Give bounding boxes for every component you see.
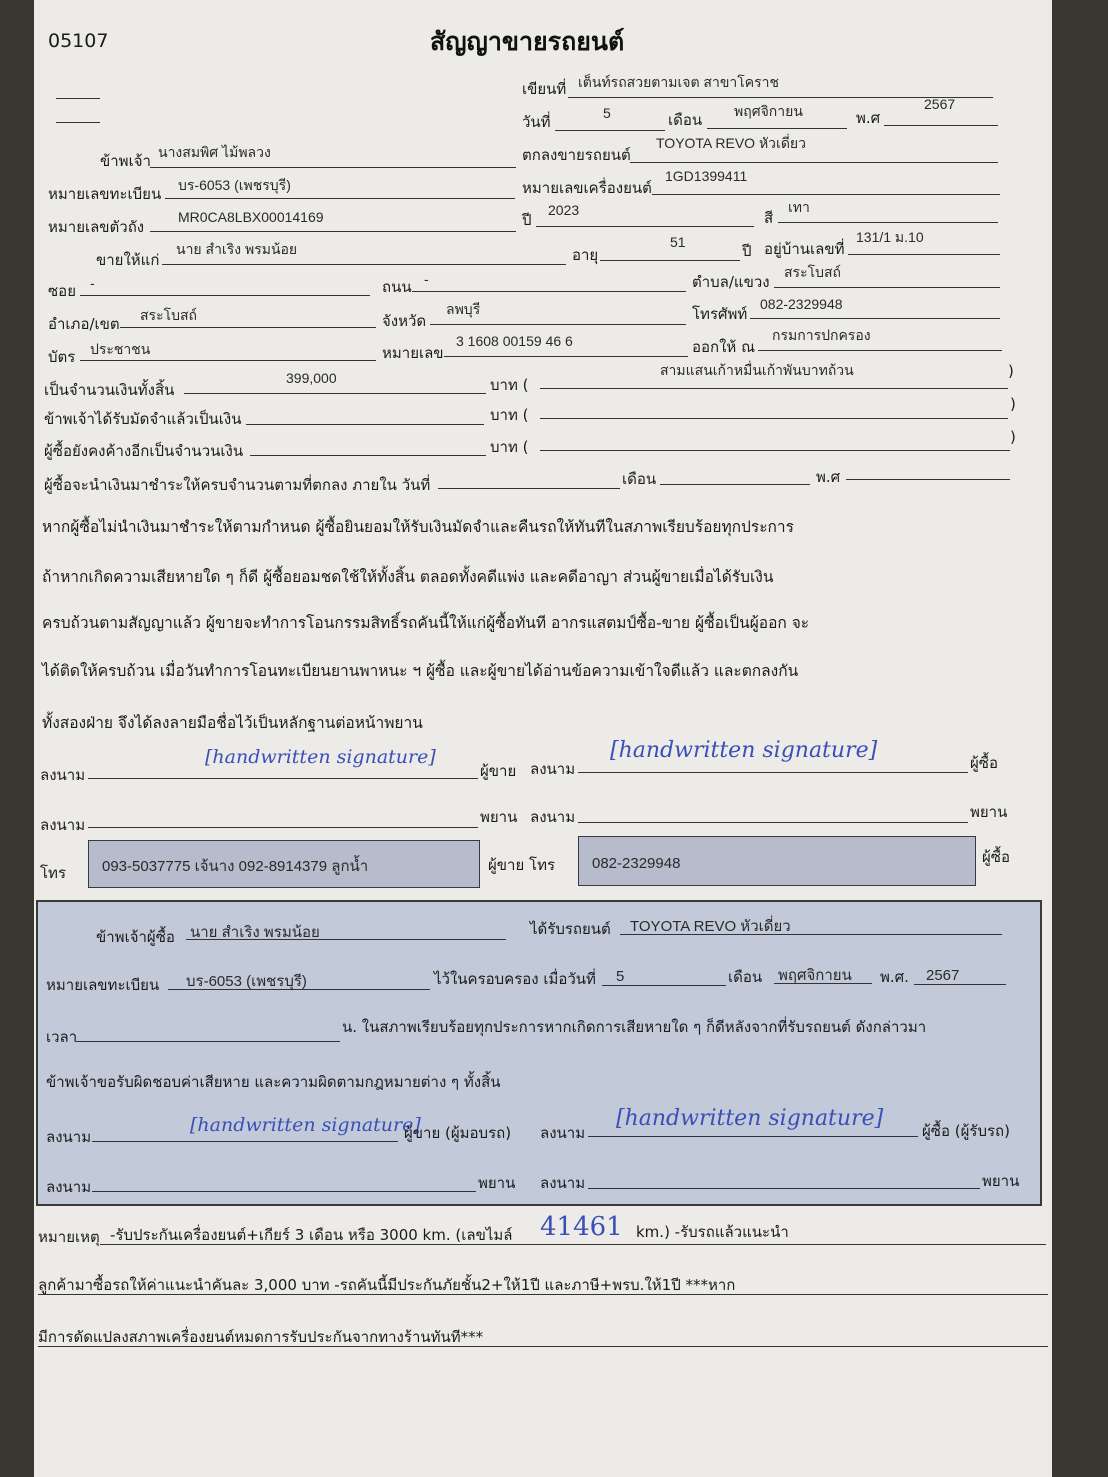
line xyxy=(660,484,810,485)
receipt-seller-role: ผู้ขาย (ผู้มอบรถ) xyxy=(404,1124,512,1142)
witness-role: พยาน xyxy=(480,808,518,826)
receipt-day: 5 xyxy=(616,968,625,985)
line xyxy=(652,194,1000,195)
terms-line: ได้ติดให้ครบถ้วน เมื่อวันทำการโอนทะเบียนยานพาหนะ ฯ ผู้ซื้อ และผู้ขายได้อ่านข้อความเข้าใจดีแล้ว และตกลงกัน xyxy=(42,662,799,680)
issued-value: กรมการปกครอง xyxy=(772,327,871,343)
line xyxy=(444,356,688,357)
baht-label: บาท ( xyxy=(490,376,529,394)
line xyxy=(412,291,686,292)
total-label: เป็นจำนวนเงินทั้งสิ้น xyxy=(44,381,175,399)
sign-label: ลงนาม xyxy=(46,1128,92,1146)
issued-label: ออกให้ ณ xyxy=(692,338,755,356)
due-year-label: พ.ศ xyxy=(816,468,841,486)
phone-label: โทรศัพท์ xyxy=(692,305,748,323)
witness-role: พยาน xyxy=(970,803,1008,821)
witness-role: พยาน xyxy=(478,1174,516,1192)
engine-value: 1GD1399411 xyxy=(665,168,748,184)
receipt-buyer-role: ผู้ซื้อ (ผู้รับรถ) xyxy=(922,1122,1010,1140)
line xyxy=(88,778,478,779)
corner-line xyxy=(56,122,100,123)
line xyxy=(774,287,1000,288)
soi-label: ซอย xyxy=(48,282,76,300)
terms-line: ทั้งสองฝ่าย จึงได้ลงลายมือชื่อไว้เป็นหลักฐานต่อหน้าพยาน xyxy=(42,714,423,732)
paren-close: ) xyxy=(1008,362,1014,380)
seller-phones: 093-5037775 เจ้นาง 092-8914379 ลูกน้ำ xyxy=(102,858,369,875)
age-value: 51 xyxy=(670,234,686,250)
receipt-buyer-name: นาย สำเริง พรมน้อย xyxy=(190,924,320,941)
paren-close: ) xyxy=(1010,395,1016,413)
line xyxy=(80,360,376,361)
line xyxy=(246,424,484,425)
line xyxy=(80,295,370,296)
buyer-label: ขายให้แก่ xyxy=(96,251,160,269)
subdistrict-value: สระโบสถ์ xyxy=(784,264,842,280)
chassis-label: หมายเลขตัวถัง xyxy=(48,218,145,236)
line xyxy=(540,450,1010,451)
receipt-month: พฤศจิกายน xyxy=(778,967,852,984)
line xyxy=(38,1294,1048,1295)
district-label: อำเภอ/เขต xyxy=(48,315,120,333)
sign-label: ลงนาม xyxy=(540,1174,586,1192)
terms-line: ครบถ้วนตามสัญญาแล้ว ผู้ขายจะทำการโอนกรรมสิทธิ์รถคันนี้ให้แก่ผู้ซื้อทันที อากรแสตมป์ซื้อ-ขาย ผู้ซื้อเป็นผู้ออก จะ xyxy=(42,614,810,632)
line xyxy=(848,254,1000,255)
remain-label: ผู้ซื้อยังคงค้างอีกเป็นจำนวนเงิน xyxy=(44,442,244,460)
road-value: - xyxy=(424,271,429,287)
terms-line: หากผู้ซื้อไม่นำเงินมาชำระให้ตามกำหนด ผู้ซื้อยินยอมให้รับเงินมัดจำและคืนรถให้ทันทีในสภาพเรียบร้อยทุกประการ xyxy=(42,518,794,536)
sign-label: ลงนาม xyxy=(530,808,576,826)
buyer-phone: 082-2329948 xyxy=(592,855,681,872)
seller-role: ผู้ขาย xyxy=(480,762,517,780)
phone-value: 082-2329948 xyxy=(760,296,843,312)
line xyxy=(536,226,754,227)
due-label: ผู้ซื้อจะนำเงินมาชำระให้ครบจำนวนตามที่ตกลง ภายใน วันที่ xyxy=(44,476,431,494)
line xyxy=(430,324,686,325)
seller-phone-role: ผู้ขาย โทร xyxy=(488,856,556,874)
receipt-year-label: พ.ศ. xyxy=(880,968,909,986)
note-line-2: ลูกค้ามาซื้อรถให้ค่าแนะนำคันละ 3,000 บาท -รถคันนี้มีประกันภัยชั้น2+ให้1ปี และภาษี+พรบ.ให้1ปี ***หาก xyxy=(38,1276,736,1294)
line xyxy=(884,125,998,126)
line xyxy=(250,455,486,456)
note-line-1a: -รับประกันเครื่องยนต์+เกียร์ 3 เดือน หรือ 3000 km. (เลขไมล์ xyxy=(110,1226,513,1244)
receipt-reg: บร-6053 (เพชรบุรี) xyxy=(186,973,307,990)
line xyxy=(540,418,1008,419)
month-label: เดือน xyxy=(668,111,703,129)
line xyxy=(150,167,516,168)
total-value: 399,000 xyxy=(286,370,337,386)
line xyxy=(588,1188,980,1189)
line xyxy=(76,1041,340,1042)
agree-label: ตกลงขายรถยนต์ xyxy=(522,146,631,164)
line xyxy=(630,162,998,163)
liability-text: ข้าพเจ้าขอรับผิดชอบค่าเสียหาย และความผิดตามกฎหมายต่าง ๆ ทั้งสิ้น xyxy=(46,1073,501,1091)
buyer-role: ผู้ซื้อ xyxy=(982,848,1010,866)
sign-label: ลงนาม xyxy=(40,766,86,784)
receipt-reg-label: หมายเลขทะเบียน xyxy=(46,976,160,994)
line xyxy=(707,128,847,129)
buyer-name: นาย สำเริง พรมน้อย xyxy=(176,241,298,257)
receipt-buyer-signature: [handwritten signature] xyxy=(616,1106,884,1131)
receipt-seller-signature: [handwritten signature] xyxy=(190,1114,421,1136)
written-at-label: เขียนที่ xyxy=(522,80,567,98)
time-label: เวลา xyxy=(46,1028,78,1046)
line xyxy=(184,393,486,394)
baht-label: บาท ( xyxy=(490,438,529,456)
month-value: พฤศจิกายน xyxy=(734,103,803,119)
id-value: 3 1608 00159 46 6 xyxy=(456,333,573,349)
address-value: 131/1 ม.10 xyxy=(856,229,924,245)
receipt-buyer-label: ข้าพเจ้าผู้ซื้อ xyxy=(96,928,175,946)
car-model: TOYOTA REVO หัวเดี่ยว xyxy=(656,135,806,151)
baht-label: บาท ( xyxy=(490,406,529,424)
phone-label: โทร xyxy=(40,864,67,882)
deposit-label: ข้าพเจ้าได้รับมัดจำแล้วเป็นเงิน xyxy=(44,410,242,428)
province-value: ลพบุรี xyxy=(446,301,481,317)
buyer-signature: [handwritten signature] xyxy=(610,738,878,763)
card-value: ประชาชน xyxy=(90,341,151,357)
sign-label: ลงนาม xyxy=(530,760,576,778)
line xyxy=(555,130,665,131)
line xyxy=(38,1346,1048,1347)
day-value: 5 xyxy=(603,105,611,121)
line xyxy=(165,198,515,199)
line xyxy=(100,1244,1046,1245)
received-label: ได้รับรถยนต์ xyxy=(530,920,611,938)
line xyxy=(578,822,968,823)
address-label: อยู่บ้านเลขที่ xyxy=(764,240,845,258)
line xyxy=(846,479,1010,480)
line xyxy=(750,318,1000,319)
reg-label: หมายเลขทะเบียน xyxy=(48,185,162,203)
line xyxy=(92,1141,398,1142)
due-month-label: เดือน xyxy=(622,470,657,488)
total-text: สามแสนเก้าหมื่นเก้าพันบาทถ้วน xyxy=(660,362,854,378)
paren-close: ) xyxy=(1010,428,1016,446)
buyer-role: ผู้ซื้อ xyxy=(970,754,998,772)
page-title: สัญญาขายรถยนต์ xyxy=(430,27,625,56)
color-label: สี xyxy=(764,209,774,227)
receipt-year: 2567 xyxy=(926,967,960,984)
line xyxy=(588,1136,918,1137)
line xyxy=(758,350,1002,351)
receipt-car: TOYOTA REVO หัวเดี่ยว xyxy=(630,918,791,935)
note-line-3: มีการดัดแปลงสภาพเครื่องยนต์หมดการรับประกันจากทางร้านทันที*** xyxy=(38,1328,484,1346)
line xyxy=(438,488,620,489)
year-value: 2567 xyxy=(924,96,956,112)
sign-label: ลงนาม xyxy=(540,1124,586,1142)
color-value: เทา xyxy=(788,199,810,215)
line xyxy=(540,388,1008,389)
corner-line xyxy=(56,98,100,99)
year-label: พ.ศ xyxy=(856,109,881,127)
receipt-month-label: เดือน xyxy=(728,968,763,986)
sign-label: ลงนาม xyxy=(40,816,86,834)
receipt-section xyxy=(36,900,1042,1206)
reg-value: บร-6053 (เพชรบุรี) xyxy=(178,177,291,193)
car-year-value: 2023 xyxy=(548,202,580,218)
age-label: อายุ xyxy=(572,246,599,264)
seller-name: นางสมพิศ ไม้พลวง xyxy=(158,144,271,160)
seller-label: ข้าพเจ้า xyxy=(100,152,151,170)
chassis-value: MR0CA8LBX00014169 xyxy=(178,209,324,225)
date-label: วันที่ xyxy=(522,113,551,131)
subdistrict-label: ตำบล/แขวง xyxy=(692,273,770,291)
district-value: สระโบสถ์ xyxy=(140,307,198,323)
id-label: หมายเลข xyxy=(382,344,444,362)
age-unit: ปี xyxy=(742,242,752,260)
line xyxy=(162,264,566,265)
seller-signature: [handwritten signature] xyxy=(205,746,436,768)
terms-line: ถ้าหากเกิดความเสียหายใด ๆ ก็ดี ผู้ซื้อยอมชดใช้ให้ทั้งสิ้น ตลอดทั้งคดีแพ่ง และคดีอาญา ส่วนผู้ขายเมื่อได้รับเงิน xyxy=(42,568,774,586)
line xyxy=(150,231,516,232)
card-label: บัตร xyxy=(48,348,76,366)
time-text: น. ในสภาพเรียบร้อยทุกประการหากเกิดการเสียหายใด ๆ ก็ดีหลังจากที่รับรถยนต์ ดังกล่าวมา xyxy=(342,1018,927,1036)
line xyxy=(92,1191,476,1192)
line xyxy=(600,260,740,261)
mileage-handwritten: 41461 xyxy=(540,1212,623,1242)
doc-number: 05107 xyxy=(48,30,109,52)
note-line-1b: km.) -รับรถแล้วแนะนำ xyxy=(636,1223,789,1241)
line xyxy=(120,327,376,328)
written-at-value: เต็นท์รถสวยตามเจต สาขาโคราช xyxy=(578,74,780,90)
possession-label: ไว้ในครอบครอง เมื่อวันที่ xyxy=(434,970,596,988)
sign-label: ลงนาม xyxy=(46,1178,92,1196)
line xyxy=(578,772,968,773)
note-label: หมายเหตุ xyxy=(38,1228,100,1246)
soi-value: - xyxy=(90,275,95,291)
engine-label: หมายเลขเครื่องยนต์ xyxy=(522,179,652,197)
line xyxy=(778,222,998,223)
witness-role: พยาน xyxy=(982,1172,1020,1190)
road-label: ถนน xyxy=(382,278,412,296)
line xyxy=(88,827,478,828)
province-label: จังหวัด xyxy=(382,312,427,330)
car-year-label: ปี xyxy=(522,211,532,229)
